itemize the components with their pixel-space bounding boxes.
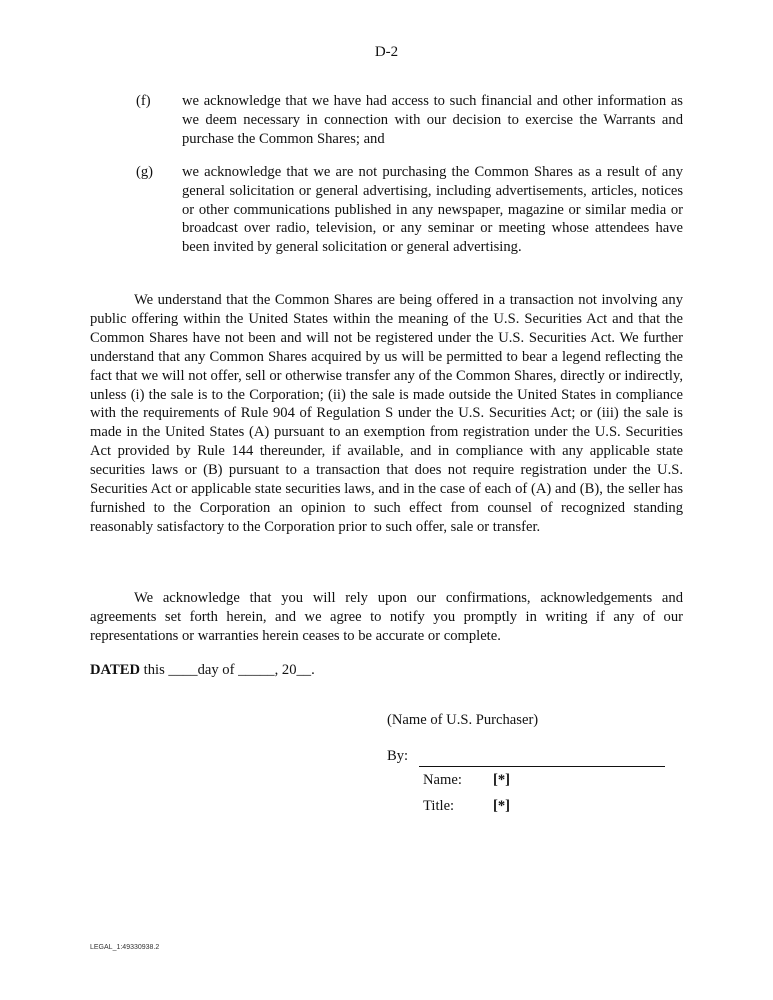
dated-text: this ____day of _____, 20__. bbox=[140, 662, 315, 678]
document-id: LEGAL_1:49330938.2 bbox=[90, 944, 160, 951]
page-label: D-2 bbox=[374, 44, 399, 60]
list-item-marker: (g) bbox=[136, 164, 154, 180]
paragraph-acknowledgement: We acknowledge that you will rely upon our confirmations, acknowledgements and agreements set forth herein, and we agree to notify you promptly in writing if any of our representations or warranties herein ceases to be accurate or complete. bbox=[90, 590, 683, 644]
list-item-text: we acknowledge that we are not purchasing the Common Shares as a result of any general solicitation or general advertising, including advertisements, articles, notices or other communications published in any newspaper, magazine or similar media or broadcast over radio, television, or any seminar or meeting whose attendees have been invited by general solicitation or general advertising. bbox=[182, 164, 683, 256]
purchaser-name-caption: (Name of U.S. Purchaser) bbox=[387, 712, 539, 728]
title-value: [*] bbox=[493, 798, 511, 814]
dated-label: DATED bbox=[90, 662, 141, 678]
title-row bbox=[423, 798, 510, 815]
name-value: [*] bbox=[493, 772, 511, 788]
list-item-marker: (f) bbox=[136, 93, 151, 109]
name-row bbox=[423, 772, 510, 789]
list-item-text: we acknowledge that we have had access to such financial and other information as we deem necessary in connection with our decision to exercise the Warrants and purchase the Common Shares; and bbox=[182, 93, 683, 147]
list-item-f bbox=[136, 92, 683, 148]
paragraph-securities: We understand that the Common Shares are being offered in a transaction not involving any public offering within the United States within the meaning of the U.S. Securities Act and that the Common Shares have not been and will not be registered under the U.S. Securities Act. We further understand that any Common Shares acquired by us will be permitted to bear a legend reflecting the fact that we will not offer, sell or otherwise transfer any of the Common Shares, directly or indirectly, unless (i) the sale is to the Corporation; (ii) the sale is made outside the United States in compliance with the requirements of Rule 904 of Regulation S under the U.S. Securities Act; or (iii) the sale is made in the United States (A) pursuant to an exemption from registration under the U.S. Securities Act provided by Rule 144 thereunder, if available, and in compliance with any applicable state securities laws or (B) pursuant to a transaction that does not require registration under the U.S. Securities Act or applicable state securities laws, and in the case of each of (A) and (B), the seller has furnished to the Corporation an opinion to such effect from counsel of recognized standing reasonably satisfactory to the Corporation prior to such offer, sale or transfer. bbox=[90, 292, 683, 535]
by-label: By: bbox=[387, 748, 409, 764]
name-label: Name: bbox=[423, 772, 462, 788]
list-item-g bbox=[136, 163, 683, 257]
dated-line bbox=[90, 662, 315, 679]
signature-line bbox=[419, 766, 665, 767]
title-label: Title: bbox=[423, 798, 455, 814]
